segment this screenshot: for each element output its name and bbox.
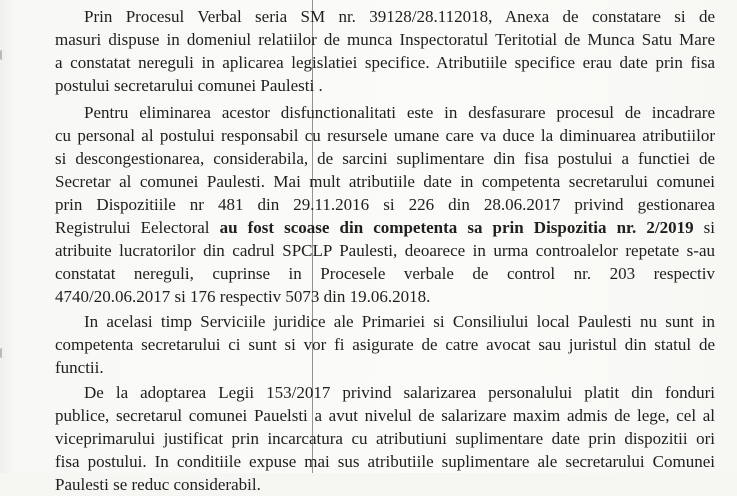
paragraph-2-line-5: prin Dispozitiile nr 481 din 29.11.2016 si 226 din 28.06.2017 privind gestionarea [55,195,715,214]
binder-hole-mark [0,348,5,358]
paragraph-3-line-2: competenta secretarului ci sunt si vor fi asigurate de catre avocat sau juristul din statul de [55,335,715,354]
paragraph-1-line-2: masuri dispuse in domeniul relatiilor de munca Inspectoratul Teritotial de Munca Satu Mare [55,30,715,49]
paragraph-4-line-1: De la adoptarea Legii 153/2017 privind salarizarea personalului platit din fonduri [84,383,715,402]
paragraph-1-line-1: Prin Procesul Verbal seria SM nr. 39128/28.112018, Anexa de constatare si de [84,7,715,26]
paragraph-1-line-4: postului secretarului comunei Paulesti . [55,76,323,95]
paragraph-1-line-3: a constatat nereguli in aplicarea legislatiei specifice. Atributiile specifice erau date prin fisa [55,53,715,72]
paragraph-2-line-2: cu personal al postului responsabil cu resursele umane care va duce la diminuarea atributiilor [55,126,715,145]
paragraph-2-line-9: 4740/20.06.2017 si 176 respectiv 5073 din 19.06.2018. [55,287,431,306]
paragraph-4-line-4: fisa postului. In conditiile expuse mai sus atributiile suplimentare ale secretarului Comunei [55,452,715,471]
binder-hole-mark [0,50,5,60]
paragraph-2-line-7: atribuite lucratorilor din cadrul SPCLP Paulesti, deoarece in urma controalelor repetate s-au [55,241,715,260]
paragraph-2-line-3: si descongestionarea, considerabila, de sarcini suplimentare din fisa postului a functiei de [55,149,715,168]
paragraph-2-line-4: Secretar al comunei Paulesti. Mai mult atributiile date in competenta secretarului comunei [55,172,715,191]
paragraph-4-line-3: viceprimarului justificat prin incarcatura cu atributiuni suplimentare date prin dispozitii ori [55,429,715,448]
paragraph-4-line-2: publice, secretarul comunei Pauelsti a avut nivelul de salarizare maxim admis de lege, cel al [55,406,715,425]
paragraph-3-line-1: In acelasi timp Serviciile juridice ale Primariei si Consiliului local Paulesti nu sunt in [84,312,715,331]
paragraph-4-line-5: Paulesti se reduc considerabil. [55,475,261,494]
paragraph-2-line-1: Pentru eliminarea acestor disfunctionalitati este in desfasurare procesul de incadrare [84,103,715,122]
paragraph-2-line-8: constatat nereguli, cuprinse in Procesele verbale de control nr. 203 respectiv [55,264,715,283]
paragraph-2-line-6-with-bold: Registrului Eelectoral au fost scoase din competenta sa prin Dispozitia nr. 2/2019 si [55,218,716,237]
paragraph-3-line-3: functii. [55,358,104,377]
bold-fragment-2: prin Dispozitia nr. 2/2019 [492,218,694,237]
bold-fragment-1: au fost scoase din competenta sa [219,218,483,237]
